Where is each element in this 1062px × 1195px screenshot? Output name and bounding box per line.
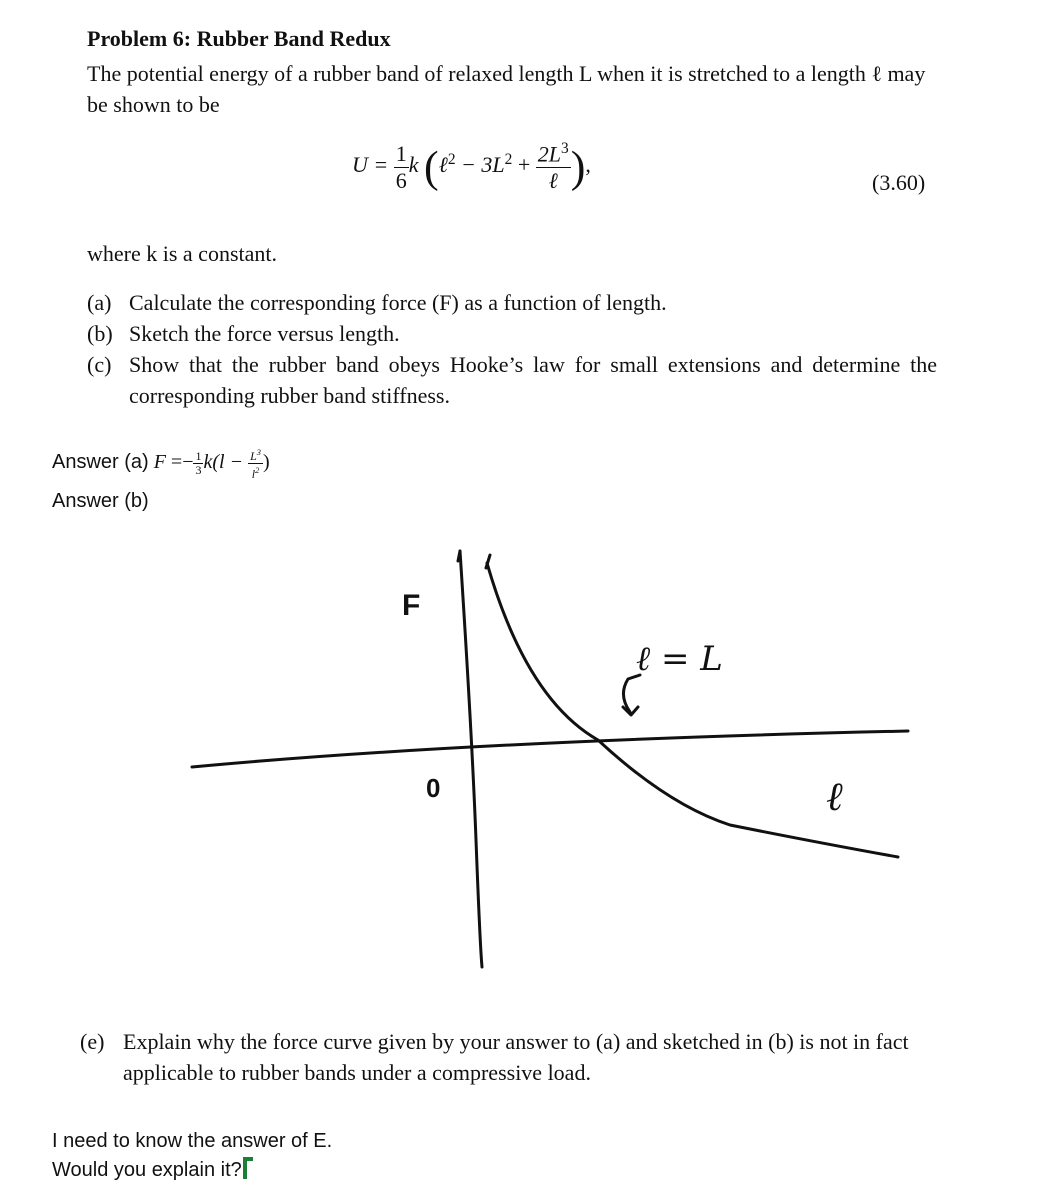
axis-top-tick: [458, 551, 460, 561]
question-line-2: [52, 1156, 332, 1185]
eq-fraction: $\frac{2L^3}{\text{ℓ}}$: [537, 140, 569, 194]
x-axis-label: ℓ: [826, 774, 843, 820]
part-b-text: Sketch the force versus length.: [129, 321, 400, 346]
part-b-label: (b): [87, 321, 113, 346]
eq-inner-c: +: [512, 152, 531, 178]
answer-a-coef-num: 1: [195, 449, 202, 463]
part-a: [87, 287, 937, 318]
answer-a: [52, 446, 270, 481]
part-e: [80, 1026, 980, 1088]
part-e-text: Explain why the force curve given by your answer to (a) and sketched in (b) is not in fact applicable to rubber bands under a compressive load.: [123, 1029, 909, 1085]
eq-k: k: [408, 152, 419, 178]
answer-a-frac: $\frac{L^3}{l^2}$: [250, 448, 261, 481]
question-line-1: I need to know the answer of E.: [52, 1130, 333, 1152]
force-length-sketch: [170, 535, 930, 1015]
part-a-label: (a): [87, 290, 112, 315]
answer-a-coef-den: 3: [195, 463, 202, 477]
answer-b-label: Answer (b): [52, 490, 149, 512]
text-cursor-icon: [243, 1157, 247, 1179]
eq-coef-num: 1: [395, 140, 407, 166]
y-axis-line: [460, 551, 482, 967]
part-a-text: Calculate the corresponding force (F) as a function of length.: [129, 290, 667, 315]
answer-a-k: k(l −: [203, 451, 244, 474]
eq-close-paren: ): [570, 142, 586, 192]
eq-frac-den: ℓ: [536, 167, 571, 194]
eq-coef-den: 6: [395, 167, 407, 193]
constant-note: where k is a constant.: [87, 241, 277, 266]
eq-lhs: U =: [352, 152, 389, 178]
origin-label: 0: [426, 773, 441, 803]
part-c-text: Show that the rubber band obeys Hooke’s law for small extensions and determine the corresponding rubber band stiffness.: [129, 352, 937, 408]
answer-a-coef: [193, 450, 203, 477]
eq-trailing: ,: [585, 152, 591, 178]
part-e-label: (e): [80, 1029, 105, 1054]
answer-a-label: Answer (a): [52, 451, 149, 474]
y-axis-label: F: [402, 589, 421, 622]
answer-a-eq: =−: [170, 451, 194, 474]
answer-a-F: F: [153, 451, 166, 474]
problem-intro: The potential energy of a rubber band of relaxed length L when it is stretched to a length ℓ may be shown to be: [87, 61, 926, 117]
user-question: [52, 1127, 332, 1185]
problem-title: Problem 6: Rubber Band Redux: [87, 26, 391, 51]
part-c-label: (c): [87, 352, 112, 377]
eq-frac-num: 2L: [537, 141, 561, 167]
eq-inner-a: ℓ: [438, 152, 448, 178]
eq-coefficient: [394, 141, 409, 194]
annotation-l-equals-L: ℓ = L: [636, 639, 723, 679]
problem-parts: [87, 287, 937, 411]
equation-number: (3.60): [872, 170, 926, 195]
answer-a-frac-den: l: [251, 467, 256, 481]
part-b: [87, 318, 937, 349]
answer-a-close: ): [262, 451, 270, 474]
question-line-2-text: Would you explain it?: [52, 1159, 242, 1181]
part-c: [87, 349, 937, 411]
potential-energy-equation: U = $\frac{1}{6}$ k (ℓ$^2$ − $3L^2$ + $\frac{2L^3}{\text{ℓ}}$ ),: [352, 140, 591, 194]
x-axis-line: [192, 731, 908, 767]
eq-open-paren: (: [424, 142, 439, 192]
eq-inner-b: − 3L: [455, 152, 505, 178]
answer-a-frac-num: L: [250, 449, 257, 463]
